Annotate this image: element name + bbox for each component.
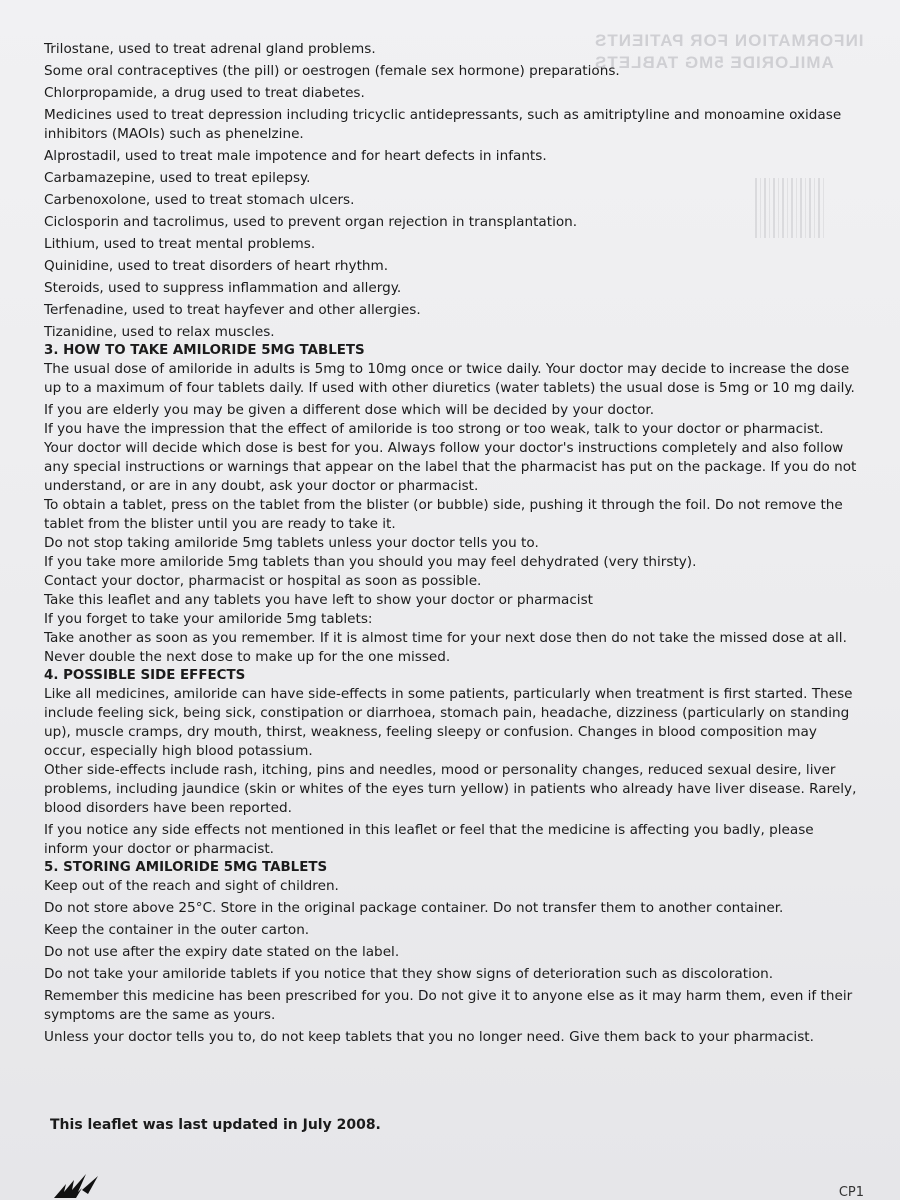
last-updated-note: This leaflet was last updated in July 2008. — [50, 1117, 381, 1133]
section-5-paragraph: Unless your doctor tells you to, do not keep tablets that you no longer need. Give them back to your pharmacist. — [44, 1029, 814, 1045]
interaction-item: Chlorpropamide, a drug used to treat diabetes. — [44, 85, 365, 101]
section-3-paragraph: To obtain a tablet, press on the tablet from the blister (or bubble) side, pushing it through the foil. Do not remove the tablet from the blister until you are ready to take it. — [44, 497, 843, 532]
interaction-item: Lithium, used to treat mental problems. — [44, 236, 316, 252]
leaflet-body — [44, 40, 859, 1047]
interaction-item: Carbenoxolone, used to treat stomach ulcers. — [44, 192, 355, 208]
section-3-paragraph: If you forget to take your amiloride 5mg tablets: — [44, 611, 373, 627]
show-through-line-1: INFORMATION FOR PATIENTS — [594, 31, 864, 50]
leaflet-code: CP1 — [838, 1185, 864, 1200]
section-3-paragraph: Take another as soon as you remember. If it is almost time for your next dose then do not take the missed dose at all. Never double the next dose to make up for the one missed. — [44, 630, 847, 665]
interaction-item: Steroids, used to suppress inflammation and allergy. — [44, 280, 402, 296]
interaction-item: Some oral contraceptives (the pill) or oestrogen (female sex hormone) preparations. — [44, 63, 620, 79]
section-3-paragraph: Your doctor will decide which dose is best for you. Always follow your doctor's instructions completely and also follow any special instructions or warnings that appear on the label that the pharmacist has put on the package. If you do not understand, or are in any doubt, ask your doctor or pharmacist. — [44, 440, 857, 494]
section-4-paragraph: Like all medicines, amiloride can have side-effects in some patients, particularly when treatment is first started. These include feeling sick, being sick, constipation or diarrhoea, stomach pain, headache, dizziness (particularly on standing up), muscle cramps, dry mouth, thirst, weakness, feeling sleepy or confusion. Changes in blood composition may occur, especially high blood potassium. — [44, 686, 853, 759]
interaction-item: Medicines used to treat depression including tricyclic antidepressants, such as amitriptyline and monoamine oxidase inhibitors (MAOIs) such as phenelzine. — [44, 107, 842, 142]
section-3-paragraph: The usual dose of amiloride in adults is 5mg to 10mg once or twice daily. Your doctor may decide to increase the dose up to a maximum of four tablets daily. If used with other diuretics (water tablets) the usual dose is 5mg or 10 mg daily. — [44, 361, 855, 396]
section-5-paragraph: Do not use after the expiry date stated on the label. — [44, 944, 400, 960]
interaction-item: Carbamazepine, used to treat epilepsy. — [44, 170, 311, 186]
manufacturer-logo-icon — [52, 1170, 102, 1200]
interaction-item: Tizanidine, used to relax muscles. — [44, 324, 275, 340]
section-3-paragraph: Do not stop taking amiloride 5mg tablets unless your doctor tells you to. — [44, 535, 539, 551]
interaction-item: Alprostadil, used to treat male impotence and for heart defects in infants. — [44, 148, 547, 164]
show-through-line-2: AMILORIDE 5MG TABLETS — [594, 53, 835, 72]
section-3-paragraph: Take this leaflet and any tablets you have left to show your doctor or pharmacist — [44, 592, 593, 608]
interaction-item: Quinidine, used to treat disorders of heart rhythm. — [44, 258, 389, 274]
section-3-heading: 3. HOW TO TAKE AMILORIDE 5MG TABLETS — [44, 343, 365, 358]
section-3-paragraph: If you take more amiloride 5mg tablets than you should you may feel dehydrated (very thirsty). — [44, 554, 697, 570]
interaction-item: Terfenadine, used to treat hayfever and other allergies. — [44, 302, 421, 318]
section-5-paragraph: Do not store above 25°C. Store in the original package container. Do not transfer them to another container. — [44, 900, 784, 916]
section-3-paragraph: Contact your doctor, pharmacist or hospital as soon as possible. — [44, 573, 482, 589]
section-5-heading: 5. STORING AMILORIDE 5MG TABLETS — [44, 860, 328, 875]
section-5-paragraph: Do not take your amiloride tablets if you notice that they show signs of deterioration such as discoloration. — [44, 966, 774, 982]
interaction-item: Trilostane, used to treat adrenal gland problems. — [44, 41, 376, 57]
section-5-paragraph: Keep the container in the outer carton. — [44, 922, 310, 938]
section-3-paragraph: If you have the impression that the effect of amiloride is too strong or too weak, talk to your doctor or pharmacist. — [44, 421, 824, 437]
section-5-paragraph: Remember this medicine has been prescribed for you. Do not give it to anyone else as it may harm them, even if their symptoms are the same as yours. — [44, 988, 853, 1023]
interaction-item: Ciclosporin and tacrolimus, used to prevent organ rejection in transplantation. — [44, 214, 578, 230]
section-4-paragraph: If you notice any side effects not mentioned in this leaflet or feel that the medicine is affecting you badly, please inform your doctor or pharmacist. — [44, 822, 814, 857]
section-5-paragraph: Keep out of the reach and sight of children. — [44, 878, 339, 894]
section-4-paragraph: Other side-effects include rash, itching, pins and needles, mood or personality changes, reduced sexual desire, liver problems, including jaundice (skin or whites of the eyes turn yellow) in patients who already have liver disease. Rarely, blood disorders have been reported. — [44, 762, 857, 816]
section-4-heading: 4. POSSIBLE SIDE EFFECTS — [44, 668, 246, 683]
section-3-paragraph: If you are elderly you may be given a different dose which will be decided by your doctor. — [44, 402, 655, 418]
